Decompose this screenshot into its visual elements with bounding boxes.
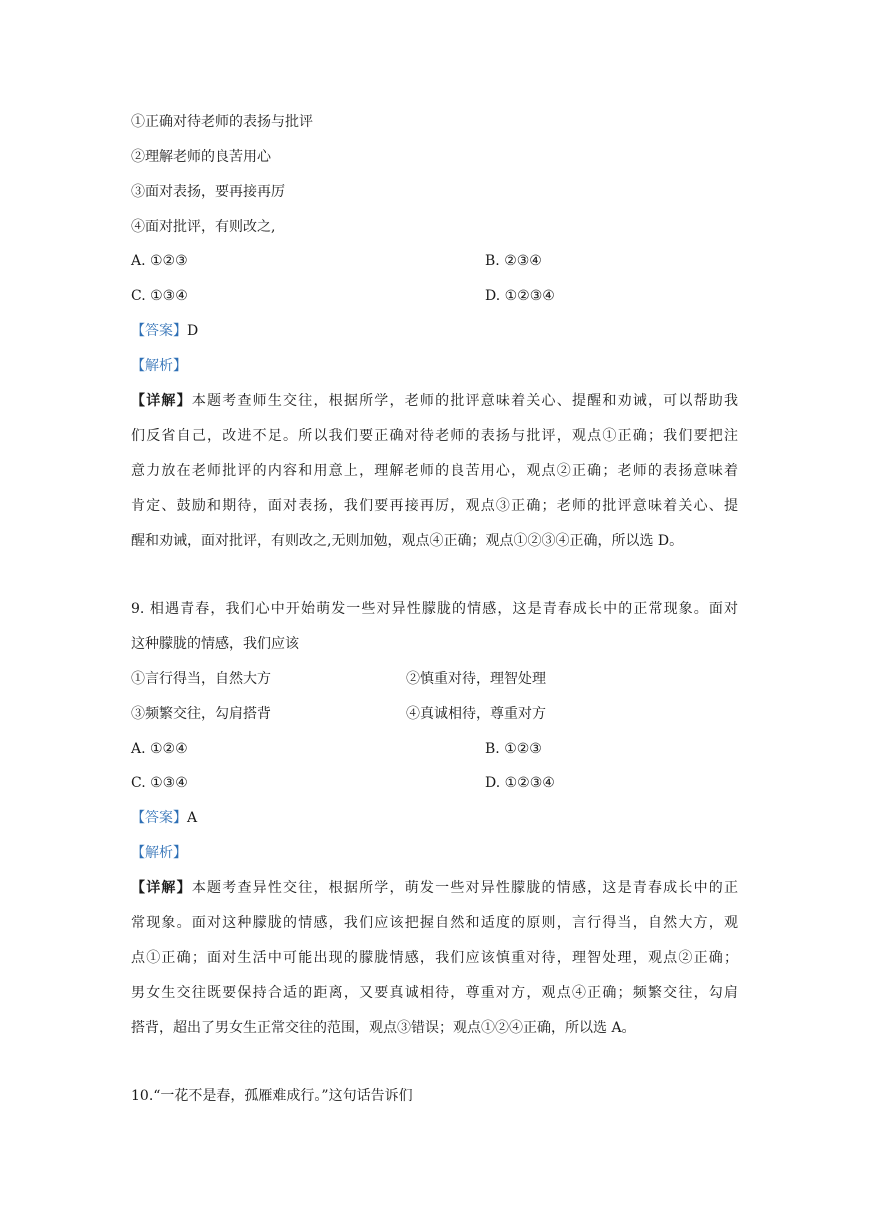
q9-option-4: ④真诚相待，尊重对方 (406, 706, 546, 722)
q9-stem-line-2: 这种朦胧的情感，我们应该 (131, 636, 299, 652)
q8-choice-a: A. ①②③ (131, 253, 188, 269)
q8-option-3: ③面对表扬，要再接再厉 (131, 184, 285, 200)
q9-choice-b: B. ①②③ (485, 741, 542, 757)
q9-detail-line-4: 男女生交往既要保持合适的距离，又要真诚相待，尊重对方，观点④正确；频繁交往，勾肩 (131, 985, 738, 1001)
q8-analysis-tag: 【解析】 (131, 358, 187, 374)
q8-option-4: ④面对批评，有则改之, (131, 219, 276, 235)
q8-option-1: ①正确对待老师的表扬与批评 (131, 114, 313, 130)
q8-detail-line-2: 们反省自己，改进不足。所以我们要正确对待老师的表扬与批评，观点①正确；我们要把注 (131, 428, 738, 444)
q9-choice-a: A. ①②④ (131, 741, 188, 757)
q9-choice-d: D. ①②③④ (485, 775, 555, 791)
q9-answer (131, 808, 197, 828)
q8-detail-line-3: 意力放在老师批评的内容和用意上，理解老师的良苦用心，观点②正确；老师的表扬意味着 (131, 463, 738, 479)
q9-stem-line-1: 9. 相遇青春，我们心中开始萌发一些对异性朦胧的情感，这是青春成长中的正常现象。面对 (131, 601, 738, 617)
q9-detail-line-3: 点①正确；面对生活中可能出现的朦胧情感，我们应该慎重对待，理智处理，观点②正确； (131, 950, 738, 966)
q8-detail-tag: 【详解】 (131, 393, 192, 409)
q8-answer (131, 321, 198, 341)
q9-option-2: ②慎重对待，理智处理 (406, 671, 546, 687)
q9-option-3: ③频繁交往，勾肩搭背 (131, 706, 271, 722)
q9-choice-c: C. ①③④ (131, 775, 188, 791)
q9-analysis-tag: 【解析】 (131, 845, 187, 861)
q8-detail-text-1: 本题考查师生交往，根据所学，老师的批评意味着关心、提醒和劝诫，可以帮助我 (191, 393, 739, 409)
q8-choice-b: B. ②③④ (485, 253, 542, 269)
q9-detail-text-1: 本题考查异性交往，根据所学，萌发一些对异性朦胧的情感，这是青春成长中的正 (191, 880, 739, 896)
q9-detail-line-1 (131, 878, 738, 898)
q8-option-2: ②理解老师的良苦用心 (131, 149, 271, 165)
q9-detail-tag: 【详解】 (131, 880, 192, 896)
q8-choice-d: D. ①②③④ (485, 288, 555, 304)
q9-answer-value: A (187, 810, 198, 826)
q8-answer-value: D (187, 323, 199, 339)
q9-detail-line-2: 常现象。面对这种朦胧的情感，我们应该把握自然和适度的原则，言行得当，自然大方，观 (131, 915, 738, 931)
q8-detail-line-4: 肯定、鼓励和期待，面对表扬，我们要再接再厉，观点③正确；老师的批评意味着关心、提 (131, 498, 738, 514)
q9-option-1: ①言行得当，自然大方 (131, 671, 271, 687)
q9-detail-line-5: 搭背，超出了男女生正常交往的范围，观点③错误；观点①②④正确，所以选 A。 (131, 1020, 636, 1036)
q8-detail-line-5: 醒和劝诫，面对批评，有则改之,无则加勉，观点④正确；观点①②③④正确，所以选 D。 (131, 533, 684, 549)
q8-answer-tag: 【答案】 (131, 323, 187, 339)
q8-detail-line-1 (131, 391, 738, 411)
q9-answer-tag: 【答案】 (131, 810, 187, 826)
q8-choice-c: C. ①③④ (131, 288, 188, 304)
q10-stem: 10.“一花不是春，孤雁难成行。”这句话告诉们 (131, 1088, 413, 1104)
